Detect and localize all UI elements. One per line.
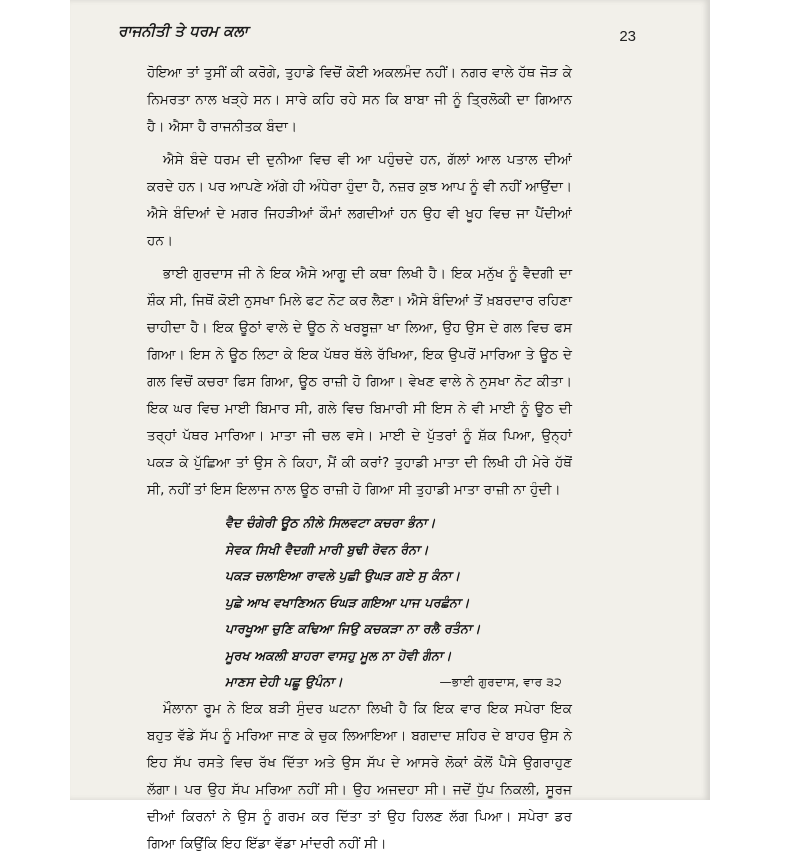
page-header — [78, 22, 636, 52]
verse-line: ਵੈਦ ਚੰਗੇਰੀ ਊਠ ਨੀਲੇ ਸਿਲਵਟਾ ਕਚਰਾ ਭੰਨਾ। — [225, 515, 436, 530]
verse-line: ਪਕੜ ਚਲਾਇਆ ਰਾਵਲੇ ਪੁਛੀ ਉਘੜ ਗਏ ਸੁ ਕੰਨਾ। — [225, 568, 461, 583]
verse-line: ਪੁਛੇ ਆਖ ਵਖਾਣਿਅਨ ਓਘੜ ਗਇਆ ਪਾਜ ਪਰਛੰਨਾ। — [225, 594, 470, 610]
verse-line: ਮਾਣਸ ਦੇਹੀ ਪਛੂ ਉਪੰਨਾ। — [225, 674, 343, 689]
verse-citation: —ਭਾਈ ਗੁਰਦਾਸ, ਵਾਰ ੩੨ — [439, 675, 562, 689]
verse-line: ਪਾਰਖੂਆ ਚੁਣਿ ਕਢਿਆ ਜਿਉ ਕਚਕੜਾ ਨਾ ਰਲੈ ਰਤੰਨਾ। — [225, 621, 481, 636]
paragraph: ਮੌਲਾਨਾ ਰੂਮ ਨੇ ਇਕ ਬੜੀ ਸੁੰਦਰ ਘਟਨਾ ਲਿਖੀ ਹੈ ਕਿ ਇਕ ਵਾਰ ਇਕ ਸਪੇਰਾ ਇਕ ਬਹੁਤ ਵੱਡੇ ਸੱਪ ਨੂੰ ਮਰਿਆ ਜਾਣ ਕੇ ਚੁਕ ਲਿਆਇਆ। ਬਗਦਾਦ ਸ਼ਹਿਰ ਦੇ ਬਾਹਰ ਉਸ ਨੇ ਇਹ ਸੱਪ ਰਸਤੇ ਵਿਚ ਰੱਖ ਦਿੱਤਾ ਅਤੇ ਉਸ ਸੱਪ ਦੇ ਆਸਰੇ ਲੋਕਾਂ ਕੋਲੋਂ ਪੈਸੇ ਉਗਰਾਹੁਣ ਲੱਗਾ। ਪਰ ਉਹ ਸੱਪ ਮਰਿਆ ਨਹੀਂ ਸੀ। ਉਹ ਅਜਦਹਾ ਸੀ। ਜਦੋਂ ਧੁੱਪ ਨਿਕਲੀ, ਸੂਰਜ ਦੀਆਂ ਕਿਰਨਾਂ ਨੇ ਉਸ ਨੂੰ ਗਰਮ ਕਰ ਦਿੱਤਾ ਤਾਂ ਉਹ ਹਿਲਣ ਲੱਗ ਪਿਆ। ਸਪੇਰਾ ਡਰ ਗਿਆ ਕਿਉਂਕਿ ਇਹ ਇੱਡਾ ਵੱਡਾ ਮਾਂਦਰੀ ਨਹੀਂ ਸੀ। — [147, 700, 572, 852]
verse-last-line — [225, 669, 572, 696]
running-title: ਰਾਜਨੀਤੀ ਤੇ ਧਰਮ ਕਲਾ — [118, 22, 248, 40]
page-body — [147, 60, 572, 864]
verse-line: ਮੂਰਖ ਅਕਲੀ ਬਾਹਰਾ ਵਾਸਹੁ ਮੂਲ ਨਾ ਹੋਵੀ ਗੰਨਾ। — [225, 647, 452, 663]
page-number: 23 — [619, 28, 636, 45]
paragraph: ਭਾਈ ਗੁਰਦਾਸ ਜੀ ਨੇ ਇਕ ਐਸੇ ਆਗੂ ਦੀ ਕਥਾ ਲਿਖੀ ਹੈ। ਇਕ ਮਨੁੱਖ ਨੂੰ ਵੈਦਗੀ ਦਾ ਸ਼ੌਕ ਸੀ, ਜਿਥੋਂ ਕੋਈ ਨੁਸਖਾ ਮਿਲੇ ਫਟ ਨੋਟ ਕਰ ਲੈਣਾ। ਐਸੇ ਬੰਦਿਆਂ ਤੋਂ ਖ਼ਬਰਦਾਰ ਰਹਿਣਾ ਚਾਹੀਦਾ ਹੈ। ਇਕ ਊਠਾਂ ਵਾਲੇ ਦੇ ਊਠ ਨੇ ਖਰਬੂਜ਼ਾ ਖਾ ਲਿਆ, ਉਹ ਉਸ ਦੇ ਗਲ ਵਿਚ ਫਸ ਗਿਆ। ਇਸ ਨੇ ਊਠ ਲਿਟਾ ਕੇ ਇਕ ਪੱਥਰ ਥੱਲੇ ਰੱਖਿਆ, ਇਕ ਉਪਰੋਂ ਮਾਰਿਆ ਤੇ ਊਠ ਦੇ ਗਲ ਵਿਚੋਂ ਕਚਰਾ ਫਿਸ ਗਿਆ, ਊਠ ਰਾਜ਼ੀ ਹੋ ਗਿਆ। ਵੇਖਣ ਵਾਲੇ ਨੇ ਨੁਸਖਾ ਨੋਟ ਕੀਤਾ। ਇਕ ਘਰ ਵਿਚ ਮਾਈ ਬਿਮਾਰ ਸੀ, ਗਲੇ ਵਿਚ ਬਿਮਾਰੀ ਸੀ ਇਸ ਨੇ ਵੀ ਮਾਈ ਨੂੰ ਊਠ ਦੀ ਤਰ੍ਹਾਂ ਪੱਥਰ ਮਾਰਿਆ। ਮਾਤਾ ਜੀ ਚਲ ਵਸੇ। ਮਾਈ ਦੇ ਪੁੱਤਰਾਂ ਨੂੰ ਸ਼ੱਕ ਪਿਆ, ਉਨ੍ਹਾਂ ਪਕੜ ਕੇ ਪੁੱਛਿਆ ਤਾਂ ਉਸ ਨੇ ਕਿਹਾ, ਮੈਂ ਕੀ ਕਰਾਂ? ਤੁਹਾਡੀ ਮਾਤਾ ਦੀ ਲਿਖੀ ਹੀ ਮੇਰੇ ਹੱਥੋਂ ਸੀ, ਨਹੀਂ ਤਾਂ ਇਸ ਇਲਾਜ ਨਾਲ ਊਠ ਰਾਜ਼ੀ ਹੋ ਗਿਆ ਸੀ ਤੁਹਾਡੀ ਮਾਤਾ ਰਾਜ਼ੀ ਨਾ ਹੁੰਦੀ। — [147, 266, 572, 498]
paragraph: ਹੋਇਆ ਤਾਂ ਤੁਸੀਂ ਕੀ ਕਰੋਗੇ, ਤੁਹਾਡੇ ਵਿਚੋਂ ਕੋਈ ਅਕਲਮੰਦ ਨਹੀਂ। ਨਗਰ ਵਾਲੇ ਹੱਥ ਜੋੜ ਕੇ ਨਿਮਰਤਾ ਨਾਲ ਖੜ੍ਹੇ ਸਨ। ਸਾਰੇ ਕਹਿ ਰਹੇ ਸਨ ਕਿ ਬਾਬਾ ਜੀ ਨੂੰ ਤ੍ਰਿਲੋਕੀ ਦਾ ਗਿਆਨ ਹੈ। ਐਸਾ ਹੈ ਰਾਜਨੀਤਕ ਬੰਦਾ। — [147, 65, 572, 135]
paragraph: ਐਸੇ ਬੰਦੇ ਧਰਮ ਦੀ ਦੁਨੀਆ ਵਿਚ ਵੀ ਆ ਪਹੁੰਚਦੇ ਹਨ, ਗੱਲਾਂ ਆਲ ਪਤਾਲ ਦੀਆਂ ਕਰਦੇ ਹਨ। ਪਰ ਆਪਣੇ ਅੱਗੇ ਹੀ ਅੰਧੇਰਾ ਹੁੰਦਾ ਹੈ, ਨਜ਼ਰ ਕੁਝ ਆਪ ਨੂੰ ਵੀ ਨਹੀਂ ਆਉਂਦਾ। ਐਸੇ ਬੰਦਿਆਂ ਦੇ ਮਗਰ ਜਿਹੜੀਆਂ ਕੌਮਾਂ ਲਗਦੀਆਂ ਹਨ ਉਹ ਵੀ ਖੂਹ ਵਿਚ ਜਾ ਪੈਂਦੀਆਂ ਹਨ। — [147, 152, 572, 249]
verse-line: ਸੇਵਕ ਸਿਖੀ ਵੈਦਗੀ ਮਾਰੀ ਬੁਢੀ ਰੋਵਨ ਰੰਨਾ। — [225, 541, 429, 557]
verse-block — [147, 510, 572, 696]
